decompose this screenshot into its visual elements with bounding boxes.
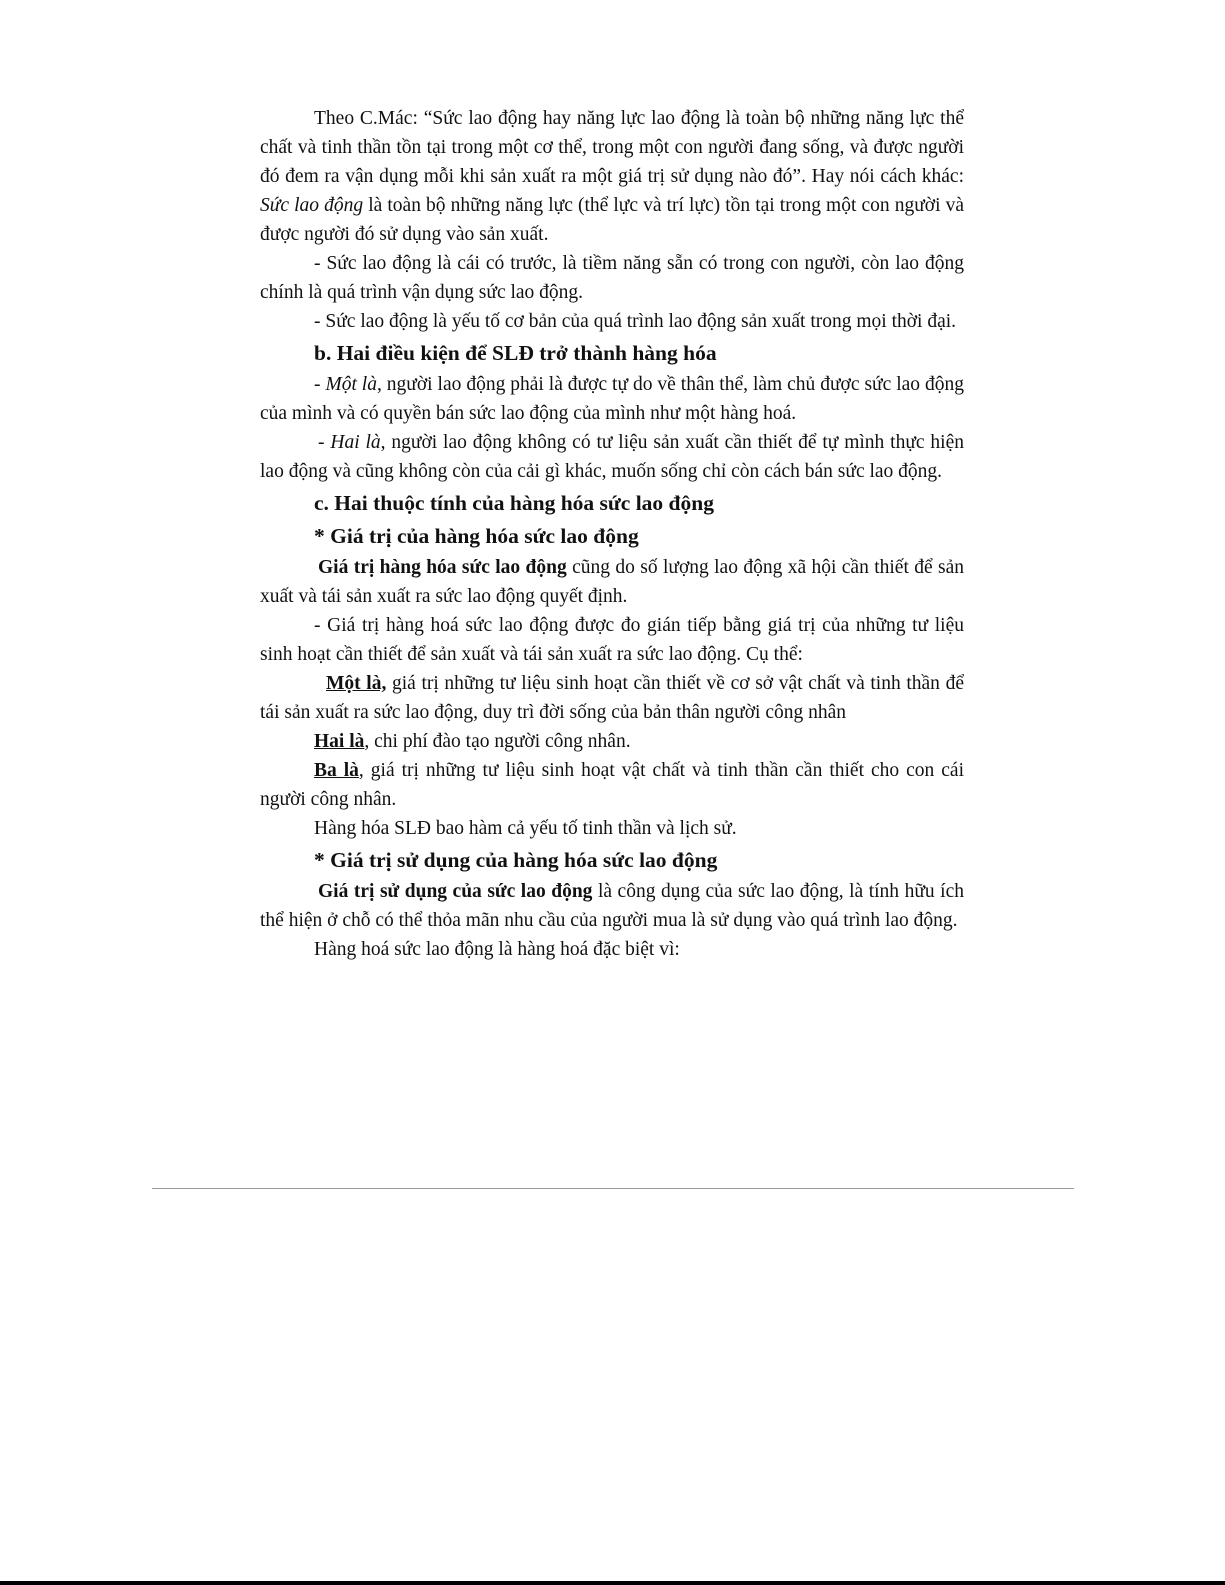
- bold-underlined-term: Hai là: [314, 731, 365, 752]
- heading-two-conditions: b. Hai điều kiện để SLĐ trở thành hàng hóa: [314, 341, 717, 365]
- text-segment: là toàn bộ những năng lực (thể lực và trí lực) tồn tại trong một con người và được người đó sử dụng vào sản xuất.: [260, 195, 964, 245]
- paragraph-third-component: [260, 756, 964, 814]
- text-segment: , chi phí đào tạo người công nhân.: [364, 731, 631, 752]
- text-segment: giá trị những tư liệu sinh hoạt cần thiết về cơ sở vật chất và tinh thần để tái sản xuất ra sức lao động, duy trì đời sống của bản thân người công nhân: [260, 673, 964, 723]
- heading-two-attributes: c. Hai thuộc tính của hàng hóa sức lao động: [314, 491, 714, 515]
- text-segment: , người lao động không có tư liệu sản xuất cần thiết để tự mình thực hiện lao động và cũng không còn của cải gì khác, muốn sống chỉ còn cách bán sức lao động.: [260, 432, 964, 482]
- text-segment: , giá trị những tư liệu sinh hoạt vật chất và tinh thần cần thiết cho con cái người công nhân.: [260, 760, 964, 810]
- italic-term: Hai là: [330, 432, 381, 453]
- bold-term: Giá trị sử dụng của sức lao động: [318, 881, 593, 902]
- dash: -: [314, 374, 326, 395]
- page-divider: [152, 1188, 1074, 1189]
- document-page: [260, 104, 964, 964]
- bold-term: Giá trị hàng hóa sức lao động: [318, 557, 567, 578]
- paragraph-special-commodity: Hàng hoá sức lao động là hàng hoá đặc biệt vì:: [314, 939, 680, 960]
- bold-underlined-term: Ba là: [314, 760, 359, 781]
- text-segment: Theo C.Mác: “Sức lao động hay năng lực lao động là toàn bộ những năng lực thể chất và tinh thần tồn tại trong một cơ thể, trong một con người đang sống, và được người đó đem ra vận dụng mỗi khi sản xuất ra một giá trị sử dụng nào đó”. Hay nói cách khác:: [260, 108, 964, 187]
- text-segment: , người lao động phải là được tự do về thân thể, làm chủ được sức lao động của mình và có quyền bán sức lao động của mình như một hàng hoá.: [260, 374, 964, 424]
- paragraph-value-definition: [260, 553, 964, 611]
- paragraph-use-value-definition: [260, 877, 964, 935]
- paragraph-second-component: [260, 727, 964, 756]
- italic-term: Một là: [325, 374, 377, 395]
- text-segment: là công dụng của sức lao động, là tính hữu ích thể hiện ở chỗ có thể thỏa mãn nhu cầu của người mua là sử dụng vào quá trình lao động.: [260, 881, 964, 931]
- bottom-edge: [0, 1581, 1225, 1585]
- paragraph-condition-two: [260, 428, 964, 486]
- dash: -: [318, 432, 331, 453]
- paragraph-labor-power-before: - Sức lao động là cái có trước, là tiềm năng sẵn có trong con người, còn lao động chính là quá trình vận dụng sức lao động.: [260, 253, 964, 303]
- bold-underlined-term: Một là,: [326, 673, 387, 694]
- heading-use-value: * Giá trị sử dụng của hàng hóa sức lao động: [314, 848, 718, 872]
- paragraph-value-measured: - Giá trị hàng hoá sức lao động được đo gián tiếp bằng giá trị của những tư liệu sinh hoạt cần thiết để sản xuất và tái sản xuất ra sức lao động. Cụ thể:: [260, 615, 964, 665]
- paragraph-labor-power-basic: - Sức lao động là yếu tố cơ bản của quá trình lao động sản xuất trong mọi thời đại.: [314, 311, 957, 332]
- italic-term: Sức lao động: [260, 195, 364, 216]
- paragraph-condition-one: [260, 370, 964, 428]
- paragraph-first-component: [260, 669, 964, 727]
- heading-value: * Giá trị của hàng hóa sức lao động: [314, 524, 639, 548]
- paragraph-spiritual-historical: Hàng hóa SLĐ bao hàm cả yếu tố tinh thần và lịch sử.: [314, 818, 737, 839]
- text-segment: cũng do số lượng lao động xã hội cần thiết để sản xuất và tái sản xuất ra sức lao động quyết định.: [260, 557, 964, 607]
- paragraph-marx-definition: [260, 104, 964, 249]
